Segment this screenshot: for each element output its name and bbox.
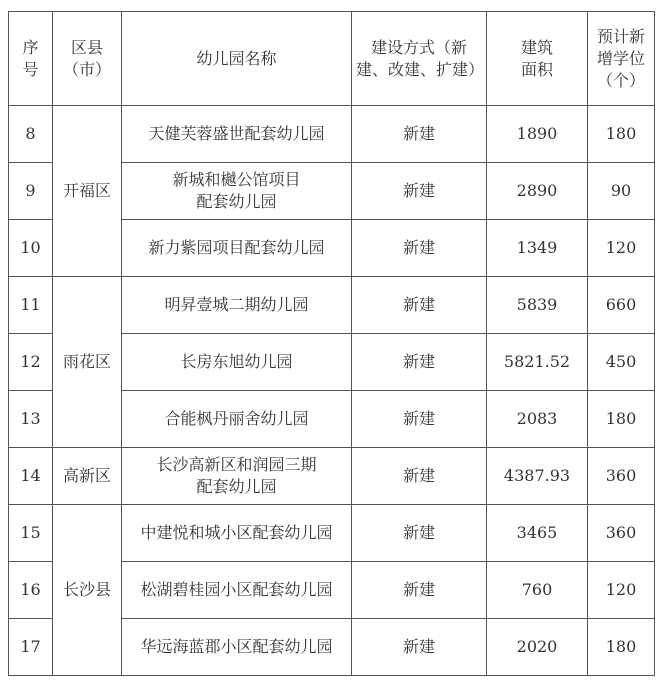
- name-cell: 天健芙蓉盛世配套幼儿园: [122, 106, 352, 163]
- name-cell: 合能枫丹丽舍幼儿园: [122, 391, 352, 448]
- area-cell: 5821.52: [487, 334, 588, 391]
- name-cell: 新力紫园项目配套幼儿园: [122, 220, 352, 277]
- method-cell: 新建: [352, 391, 487, 448]
- district-cell-yuhua: 雨花区: [53, 277, 122, 448]
- area-cell: 4387.93: [487, 448, 588, 505]
- name-cell: 华远海蓝郡小区配套幼儿园: [122, 619, 352, 676]
- area-cell: 3465: [487, 505, 588, 562]
- table-row: [9, 448, 655, 505]
- method-cell: 新建: [352, 505, 487, 562]
- seats-cell: 360: [588, 505, 655, 562]
- table-row: [9, 505, 655, 562]
- area-cell: 2083: [487, 391, 588, 448]
- header-seq: 序 号: [9, 12, 53, 106]
- method-cell: 新建: [352, 619, 487, 676]
- seats-cell: 180: [588, 619, 655, 676]
- seats-cell: 180: [588, 391, 655, 448]
- header-name: 幼儿园名称: [122, 12, 352, 106]
- seats-cell: 450: [588, 334, 655, 391]
- seq-cell: 14: [9, 448, 53, 505]
- method-cell: 新建: [352, 163, 487, 220]
- area-cell: 2020: [487, 619, 588, 676]
- method-cell: 新建: [352, 562, 487, 619]
- name-cell: 长沙高新区和润园三期 配套幼儿园: [122, 448, 352, 505]
- seq-cell: 13: [9, 391, 53, 448]
- seats-cell: 120: [588, 220, 655, 277]
- header-row: [9, 12, 655, 106]
- method-cell: 新建: [352, 106, 487, 163]
- method-cell: 新建: [352, 220, 487, 277]
- seq-cell: 15: [9, 505, 53, 562]
- district-cell-changsha: 长沙县: [53, 505, 122, 676]
- seats-cell: 120: [588, 562, 655, 619]
- seq-cell: 16: [9, 562, 53, 619]
- district-cell-kaifu: 开福区: [53, 106, 122, 277]
- seats-cell: 360: [588, 448, 655, 505]
- method-cell: 新建: [352, 277, 487, 334]
- name-cell: 松湖碧桂园小区配套幼儿园: [122, 562, 352, 619]
- seats-cell: 180: [588, 106, 655, 163]
- area-cell: 1349: [487, 220, 588, 277]
- area-cell: 5839: [487, 277, 588, 334]
- area-cell: 1890: [487, 106, 588, 163]
- seq-cell: 10: [9, 220, 53, 277]
- district-cell-gaoxin: 高新区: [53, 448, 122, 505]
- method-cell: 新建: [352, 448, 487, 505]
- table-row: [9, 106, 655, 163]
- seats-cell: 660: [588, 277, 655, 334]
- name-cell: 明昇壹城二期幼儿园: [122, 277, 352, 334]
- seq-cell: 11: [9, 277, 53, 334]
- name-cell: 长房东旭幼儿园: [122, 334, 352, 391]
- method-cell: 新建: [352, 334, 487, 391]
- seq-cell: 9: [9, 163, 53, 220]
- header-method: 建设方式（新 建、改建、扩建）: [352, 12, 487, 106]
- table-row: [9, 277, 655, 334]
- header-seats: 预计新 增学位 （个）: [588, 12, 655, 106]
- seats-cell: 90: [588, 163, 655, 220]
- header-district: 区县 （市）: [53, 12, 122, 106]
- seq-cell: 8: [9, 106, 53, 163]
- kindergarten-table: [8, 11, 655, 676]
- header-area: 建筑 面积: [487, 12, 588, 106]
- name-cell: 中建悦和城小区配套幼儿园: [122, 505, 352, 562]
- name-cell: 新城和樾公馆项目 配套幼儿园: [122, 163, 352, 220]
- area-cell: 2890: [487, 163, 588, 220]
- seq-cell: 12: [9, 334, 53, 391]
- area-cell: 760: [487, 562, 588, 619]
- seq-cell: 17: [9, 619, 53, 676]
